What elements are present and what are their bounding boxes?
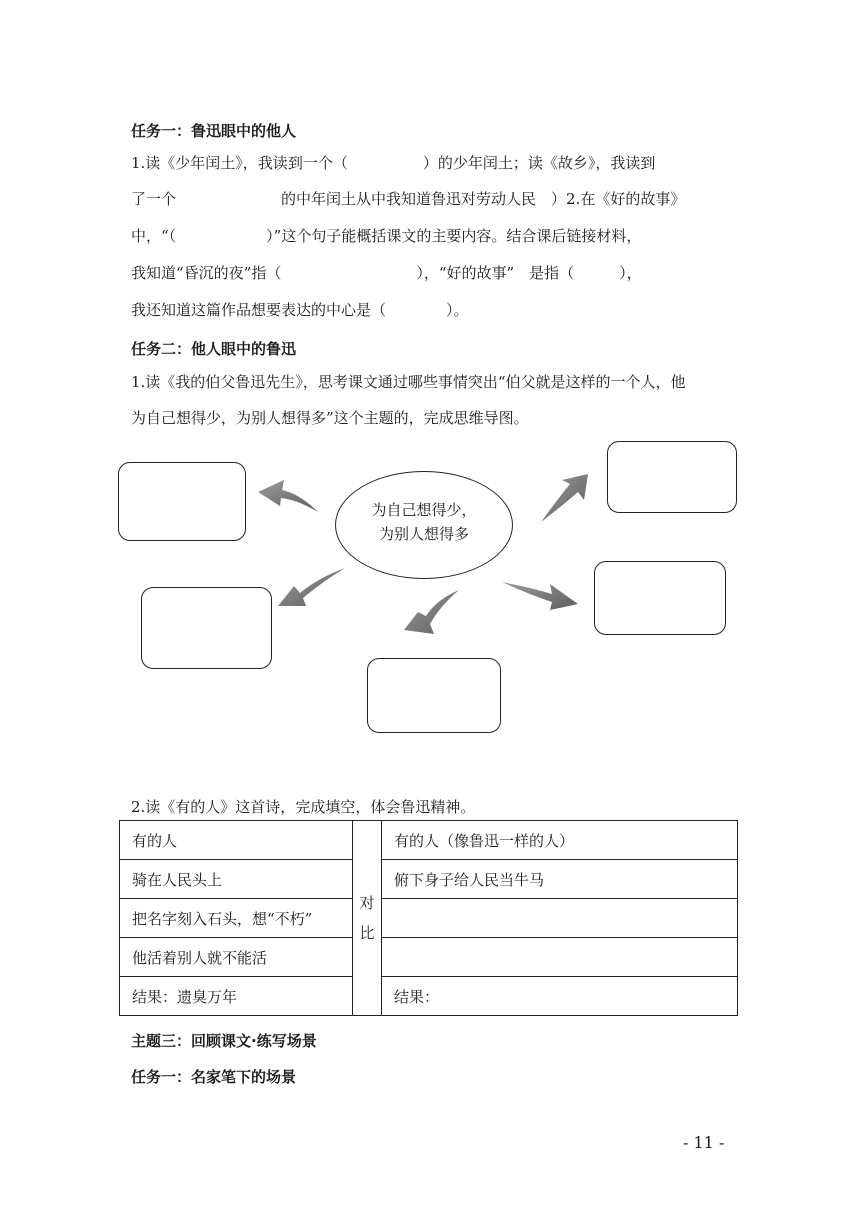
comparison-table [119, 820, 738, 1016]
task2-q1-line-2: 为自己想得少，为别人想得多”这个主题的，完成思维导图。 [131, 409, 529, 427]
table-cell-right-blank[interactable] [382, 899, 738, 938]
mind-map-box-upper-left[interactable] [118, 462, 246, 541]
arrow-upper-right [541, 474, 588, 522]
compare-label-1: 对 [359, 894, 375, 912]
task1-line-5: 我还知道这篇作品想要表达的中心是（ ）。 [131, 301, 469, 319]
table-cell-left: 骑在人民头上 [120, 860, 353, 899]
mind-map-box-lower-right[interactable] [594, 561, 726, 635]
table-row [120, 977, 738, 1016]
table-cell-right: 俯下身子给人民当牛马 [382, 860, 738, 899]
mind-map-box-lower-left[interactable] [141, 587, 272, 669]
table-cell-middle [353, 821, 382, 1016]
table-cell-left: 结果：遗臭万年 [120, 977, 353, 1016]
table-row [120, 938, 738, 977]
table-cell-left: 他活着别人就不能活 [120, 938, 353, 977]
mind-map-box-lower-middle[interactable] [367, 658, 501, 733]
task2-q1-line-1: 1.读《我的伯父鲁迅先生》，思考课文通过哪些事情突出“伯父就是这样的一个人，他 [131, 373, 686, 391]
table-row [120, 899, 738, 938]
center-text-line-1: 为自己想得少， [371, 501, 477, 519]
table-cell-right: 有的人（像鲁迅一样的人） [382, 821, 738, 860]
task1-heading: 任务一：鲁迅眼中的他人 [131, 122, 297, 140]
mind-map-center [335, 471, 513, 579]
table-row [120, 821, 738, 860]
mind-map-box-upper-right[interactable] [607, 441, 737, 513]
table-cell-left: 把名字刻入石头，想“不朽” [120, 899, 353, 938]
table-cell-right-blank[interactable] [382, 938, 738, 977]
arrow-lower-left [278, 568, 345, 606]
task2-heading: 任务二：他人眼中的鲁迅 [131, 340, 297, 358]
arrow-lower-right [502, 582, 578, 610]
table-row [120, 860, 738, 899]
table-cell-left: 有的人 [120, 821, 353, 860]
arrow-lower-middle [404, 590, 459, 634]
compare-label-2: 比 [359, 924, 375, 942]
table-cell-right: 结果： [382, 977, 738, 1016]
page-number: - 11 - [683, 1133, 725, 1152]
task2-q2-line: 2.读《有的人》这首诗，完成填空，体会鲁迅精神。 [131, 798, 476, 816]
center-text-line-2: 为别人想得多 [378, 525, 469, 543]
theme3-task1-heading: 任务一：名家笔下的场景 [131, 1068, 297, 1086]
task1-line-1: 1.读《少年闰土》，我读到一个（ ）的少年闰土；读《故乡》，我读到 [131, 154, 656, 172]
task1-line-2: 了一个 的中年闰土从中我知道鲁迅对劳动人民 ）2.在《好的故事》 [131, 190, 686, 208]
theme3-heading: 主题三：回顾课文·练写场景 [131, 1032, 317, 1050]
task1-line-4: 我知道“昏沉的夜”指（ ），“好的故事” 是指（ ）， [131, 264, 642, 282]
task1-line-3: 中，“（ ）”这个句子能概括课文的主要内容。结合课后链接材料， [131, 227, 642, 245]
arrow-upper-left [258, 480, 318, 512]
